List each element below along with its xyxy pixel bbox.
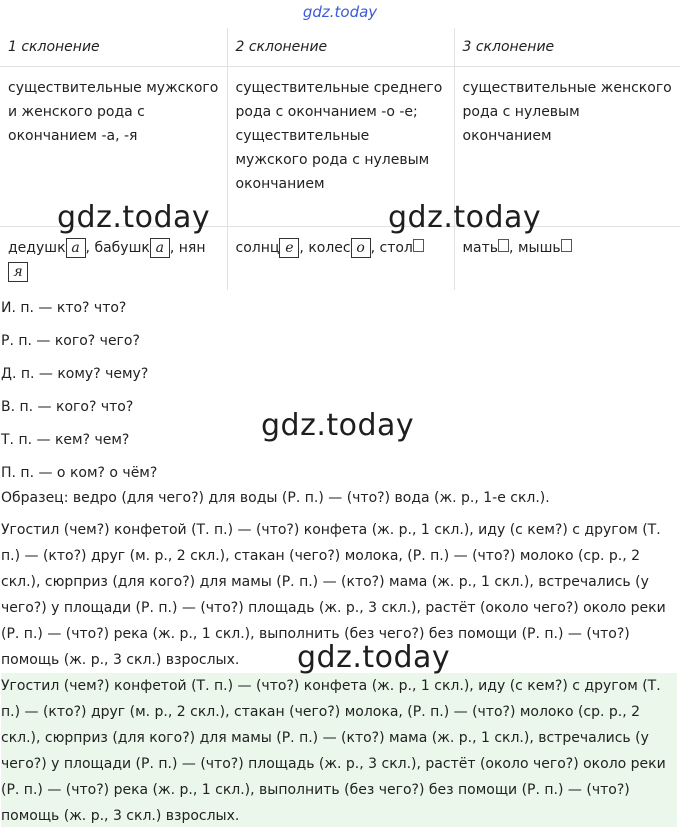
header-declension-3: 3 склонение (454, 28, 680, 66)
example-word: дедушк а , (8, 239, 95, 256)
table-description-row (0, 66, 680, 226)
answer-text: Угостил (чем?) конфетой (Т. п.) — (что?) конфета (ж. р., 1 скл.), иду (с кем?) с другом (Т. п.) — (кто?) друг (м. р., 2 скл.), стакан (чего?) молока, (Р. п.) — (что?) молоко (ср. р., 2 скл.), сюрприз (для кого?) для мамы (Р. п.) — (кто?) мама (ж. р., 1 скл.), встречались (у чего?) у площади (Р. п.) — (что?) площадь (ж. р., 3 скл.), растёт (около чего?) около реки (Р. п.) — (что?) река (ж. р., 1 скл.), выполнить (без чего?) без помощи (Р. п.) — (что?) помощь (ж. р., 3 скл.) взрослых. (1, 522, 666, 668)
header-declension-2: 2 склонение (227, 28, 454, 66)
zero-ending-box (498, 239, 509, 252)
watermark: gdz.today (388, 200, 542, 235)
example-word: колес о , (308, 239, 380, 256)
description-declension-3: существительные женского рода с нулевым окончанием (454, 66, 680, 226)
example-word: мать , (462, 239, 518, 256)
case-instrumental: Т. п. — кем? чем? (1, 432, 130, 448)
examples-declension-1 (0, 226, 227, 290)
table-header-row (0, 28, 680, 66)
case-accusative: В. п. — кого? что? (1, 399, 134, 415)
case-prepositional: П. п. — о ком? о чём? (1, 465, 158, 481)
example-word: стол (380, 240, 424, 256)
header-declension-1: 1 склонение (0, 28, 227, 66)
case-nominative: И. п. — кто? что? (1, 300, 127, 316)
description-declension-1: существительные мужского и женского рода с окончанием -а, -я (0, 66, 227, 226)
ending-box: я (8, 262, 28, 282)
site-brand[interactable]: gdz.today (302, 3, 378, 21)
declension-table (0, 28, 680, 290)
example-word: бабушк а , (94, 239, 179, 256)
zero-ending-box (561, 239, 572, 252)
examples-declension-3 (454, 226, 680, 290)
watermark: gdz.today (297, 640, 451, 675)
example-word: мышь (518, 240, 572, 256)
examples-declension-2 (227, 226, 454, 290)
ending-box: а (150, 238, 170, 258)
ending-box: о (351, 238, 371, 258)
example-word: солнц е , (235, 239, 309, 256)
watermark: gdz.today (57, 200, 211, 235)
sample-sentence: Образец: ведро (для чего?) для воды (Р. п.) — (что?) вода (ж. р., 1-е скл.). (1, 490, 550, 506)
watermark: gdz.today (261, 408, 415, 443)
description-declension-2: существительные среднего рода с окончанием -о -е; существительные мужского рода с нулевым окончанием (227, 66, 454, 226)
answer-text-highlighted: Угостил (чем?) конфетой (Т. п.) — (что?) конфета (ж. р., 1 скл.), иду (с кем?) с другом (Т. п.) — (кто?) друг (м. р., 2 скл.), стакан (чего?) молока, (Р. п.) — (что?) молоко (ср. р., 2 скл.), сюрприз (для кого?) для мамы (Р. п.) — (кто?) мама (ж. р., 1 скл.), встречались (у чего?) у площади (Р. п.) — (что?) площадь (ж. р., 3 скл.), растёт (около чего?) около реки (Р. п.) — (что?) река (ж. р., 1 скл.), выполнить (без чего?) без помощи (Р. п.) — (что?) помощь (ж. р., 3 скл.) взрослых. (1, 673, 677, 827)
case-dative: Д. п. — кому? чему? (1, 366, 149, 382)
case-genitive: Р. п. — кого? чего? (1, 333, 140, 349)
ending-box: е (279, 238, 299, 258)
ending-box: а (66, 238, 86, 258)
example-word: нян я (8, 240, 205, 280)
table-example-row (0, 226, 680, 290)
zero-ending-box (413, 239, 424, 252)
